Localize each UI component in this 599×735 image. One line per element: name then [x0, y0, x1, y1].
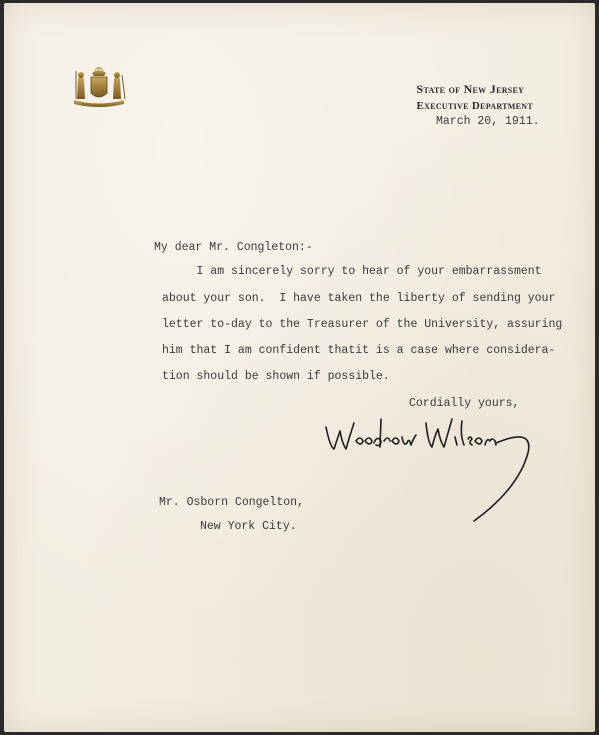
letter-date: March 20, 1911. — [436, 115, 540, 128]
recipient-city: New York City. — [200, 520, 297, 533]
letterhead — [417, 81, 534, 115]
body-line-4: him that I am confident thatit is a case where considera- — [162, 344, 556, 357]
recipient-name: Mr. Osborn Congelton, — [159, 496, 304, 509]
closing: Cordially yours, — [409, 397, 520, 410]
signature — [322, 413, 542, 533]
body-line-5: tion should be shown if possible. — [162, 370, 390, 383]
body-line-3: letter to-day to the Treasurer of the University, assuring — [162, 318, 563, 331]
letterhead-department: Executive Department — [416, 100, 533, 112]
letterhead-state: State of New Jersey — [416, 82, 525, 96]
body-line-1: I am sincerely sorry to hear of your embarrassment — [162, 265, 542, 278]
salutation: My dear Mr. Congleton:- — [154, 241, 313, 254]
state-seal-icon — [70, 61, 128, 109]
letter-page — [4, 3, 595, 732]
body-line-2: about your son. I have taken the liberty of sending your — [162, 292, 556, 305]
